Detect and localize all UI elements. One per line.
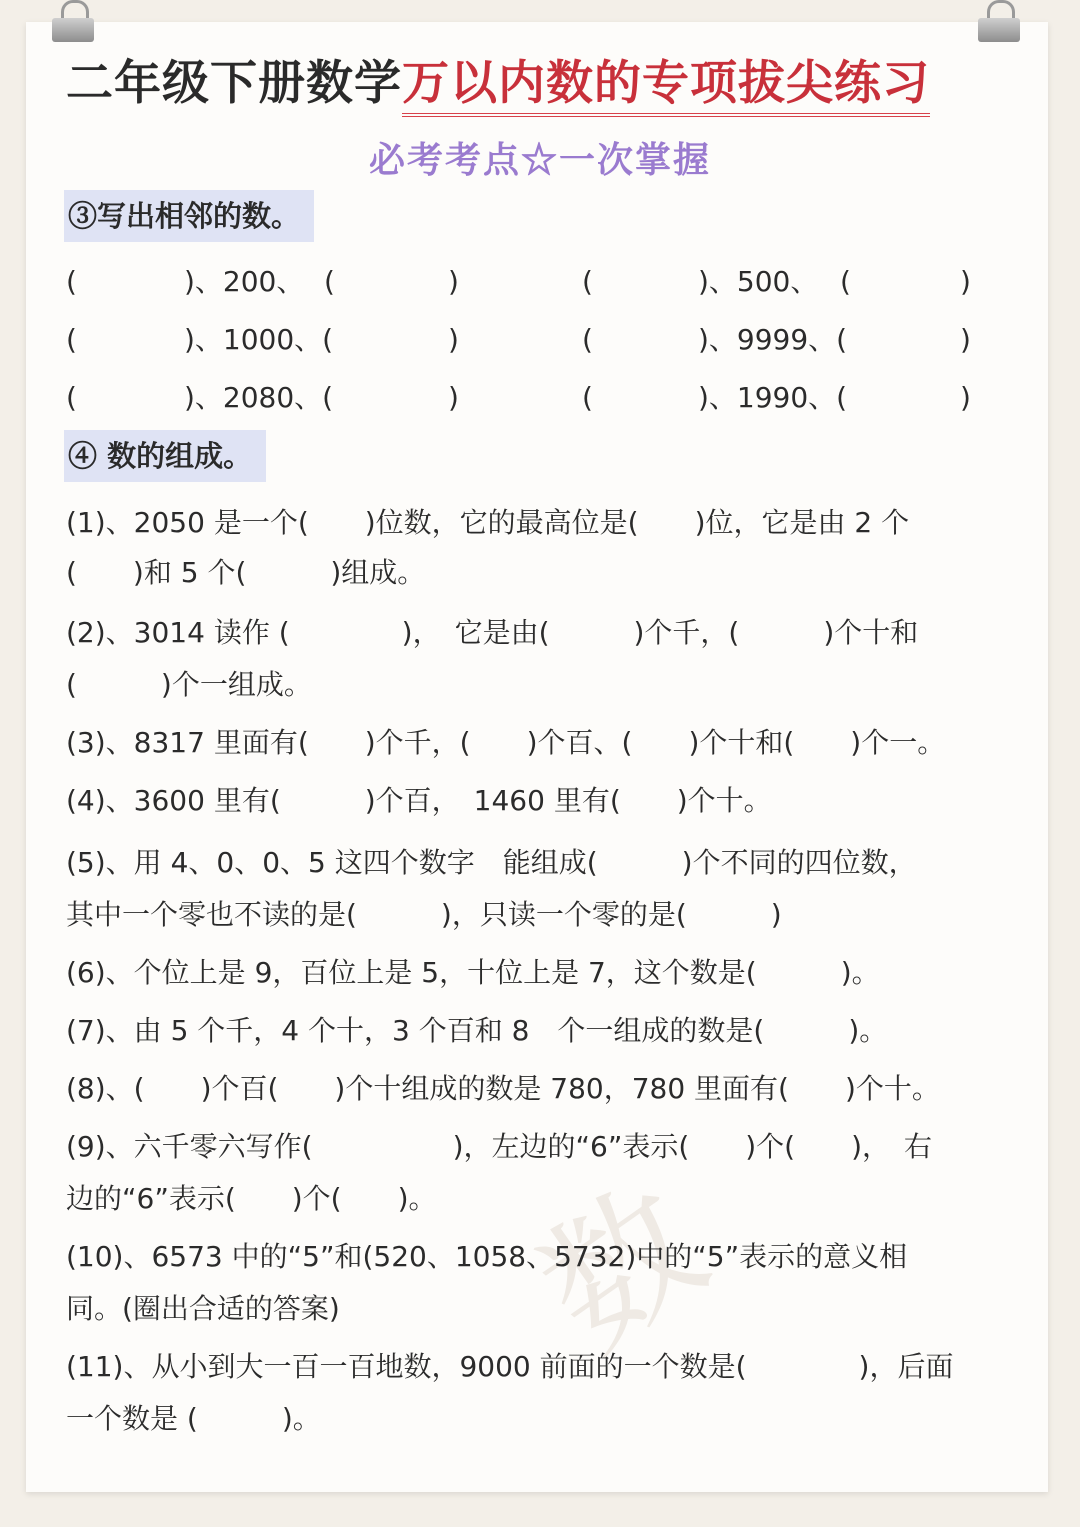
adjacent-cell: ( — [582, 323, 593, 356]
section3-heading: ③写出相邻的数。 — [64, 190, 314, 242]
title-topic: 万以内数的专项拔尖练习 — [402, 56, 930, 117]
adjacent-cell: )、500、 — [698, 265, 819, 298]
question-10-line-2: 同。(圈出合适的答案) — [66, 1292, 340, 1325]
question-3-line-1: (3)、8317 里面有( )个千，( )个百、( )个十和( )个一。 — [66, 726, 946, 759]
question-8-line-1: (8)、( )个百( )个十组成的数是 780，780 里面有( )个十。 — [66, 1072, 940, 1105]
adjacent-row — [66, 378, 1016, 418]
question-11-line-1: (11)、从小到大一百一百地数，9000 前面的一个数是( )，后面 — [66, 1350, 954, 1383]
adjacent-cell: )、9999、( — [698, 323, 848, 356]
question-2-line-2: ( )个一组成。 — [66, 668, 312, 701]
question-9-line-1: (9)、六千零六写作( )，左边的“6”表示( )个( )， 右 — [66, 1130, 933, 1163]
adjacent-cell: ) — [960, 381, 971, 414]
question-1-line-1: (1)、2050 是一个( )位数，它的最高位是( )位，它是由 2 个 — [66, 506, 910, 539]
title-grade: 二年级下册数学 — [66, 56, 402, 111]
binder-clip-left-icon — [52, 0, 94, 44]
adjacent-row — [66, 320, 1016, 360]
adjacent-cell: ) — [448, 265, 459, 298]
question-11-line-2: 一个数是 ( )。 — [66, 1402, 321, 1435]
section4-heading: ④ 数的组成。 — [64, 430, 266, 482]
adjacent-cell: )、2080、( — [184, 381, 334, 414]
watermark: 数 — [511, 1155, 735, 1384]
adjacent-cell: ( — [582, 381, 593, 414]
question-6-line-1: (6)、个位上是 9，百位上是 5，十位上是 7，这个数是( )。 — [66, 956, 880, 989]
question-5-line-2: 其中一个零也不读的是( )，只读一个零的是( ) — [66, 898, 782, 931]
adjacent-cell: ( — [840, 265, 851, 298]
adjacent-cell: ( — [324, 265, 335, 298]
adjacent-cell: ( — [582, 265, 593, 298]
page-title — [66, 46, 1006, 116]
adjacent-row — [66, 262, 1016, 302]
binder-clip-right-icon — [978, 0, 1020, 44]
question-10-line-1: (10)、6573 中的“5”和(520、1058、5732)中的“5”表示的意义相 — [66, 1240, 908, 1273]
adjacent-cell: ( — [66, 323, 77, 356]
question-4-line-1: (4)、3600 里有( )个百， 1460 里有( )个十。 — [66, 784, 772, 817]
adjacent-cell: )、1990、( — [698, 381, 848, 414]
adjacent-cell: ( — [66, 265, 77, 298]
adjacent-cell: ) — [448, 381, 459, 414]
question-2-line-1: (2)、3014 读作 ( )， 它是由( )个千，( )个十和 — [66, 616, 919, 649]
adjacent-cell: ) — [960, 265, 971, 298]
question-1-line-2: ( )和 5 个( )组成。 — [66, 556, 426, 589]
adjacent-cell: ) — [448, 323, 459, 356]
question-7-line-1: (7)、由 5 个千，4 个十，3 个百和 8 个一组成的数是( )。 — [66, 1014, 888, 1047]
adjacent-cell: )、200、 — [184, 265, 305, 298]
question-9-line-2: 边的“6”表示( )个( )。 — [66, 1182, 437, 1215]
question-5-line-1: (5)、用 4、0、0、5 这四个数字 能组成( )个不同的四位数， — [66, 846, 917, 879]
adjacent-cell: )、1000、( — [184, 323, 334, 356]
adjacent-cell: ) — [960, 323, 971, 356]
adjacent-cell: ( — [66, 381, 77, 414]
subtitle: 必考考点☆一次掌握 — [368, 139, 711, 181]
